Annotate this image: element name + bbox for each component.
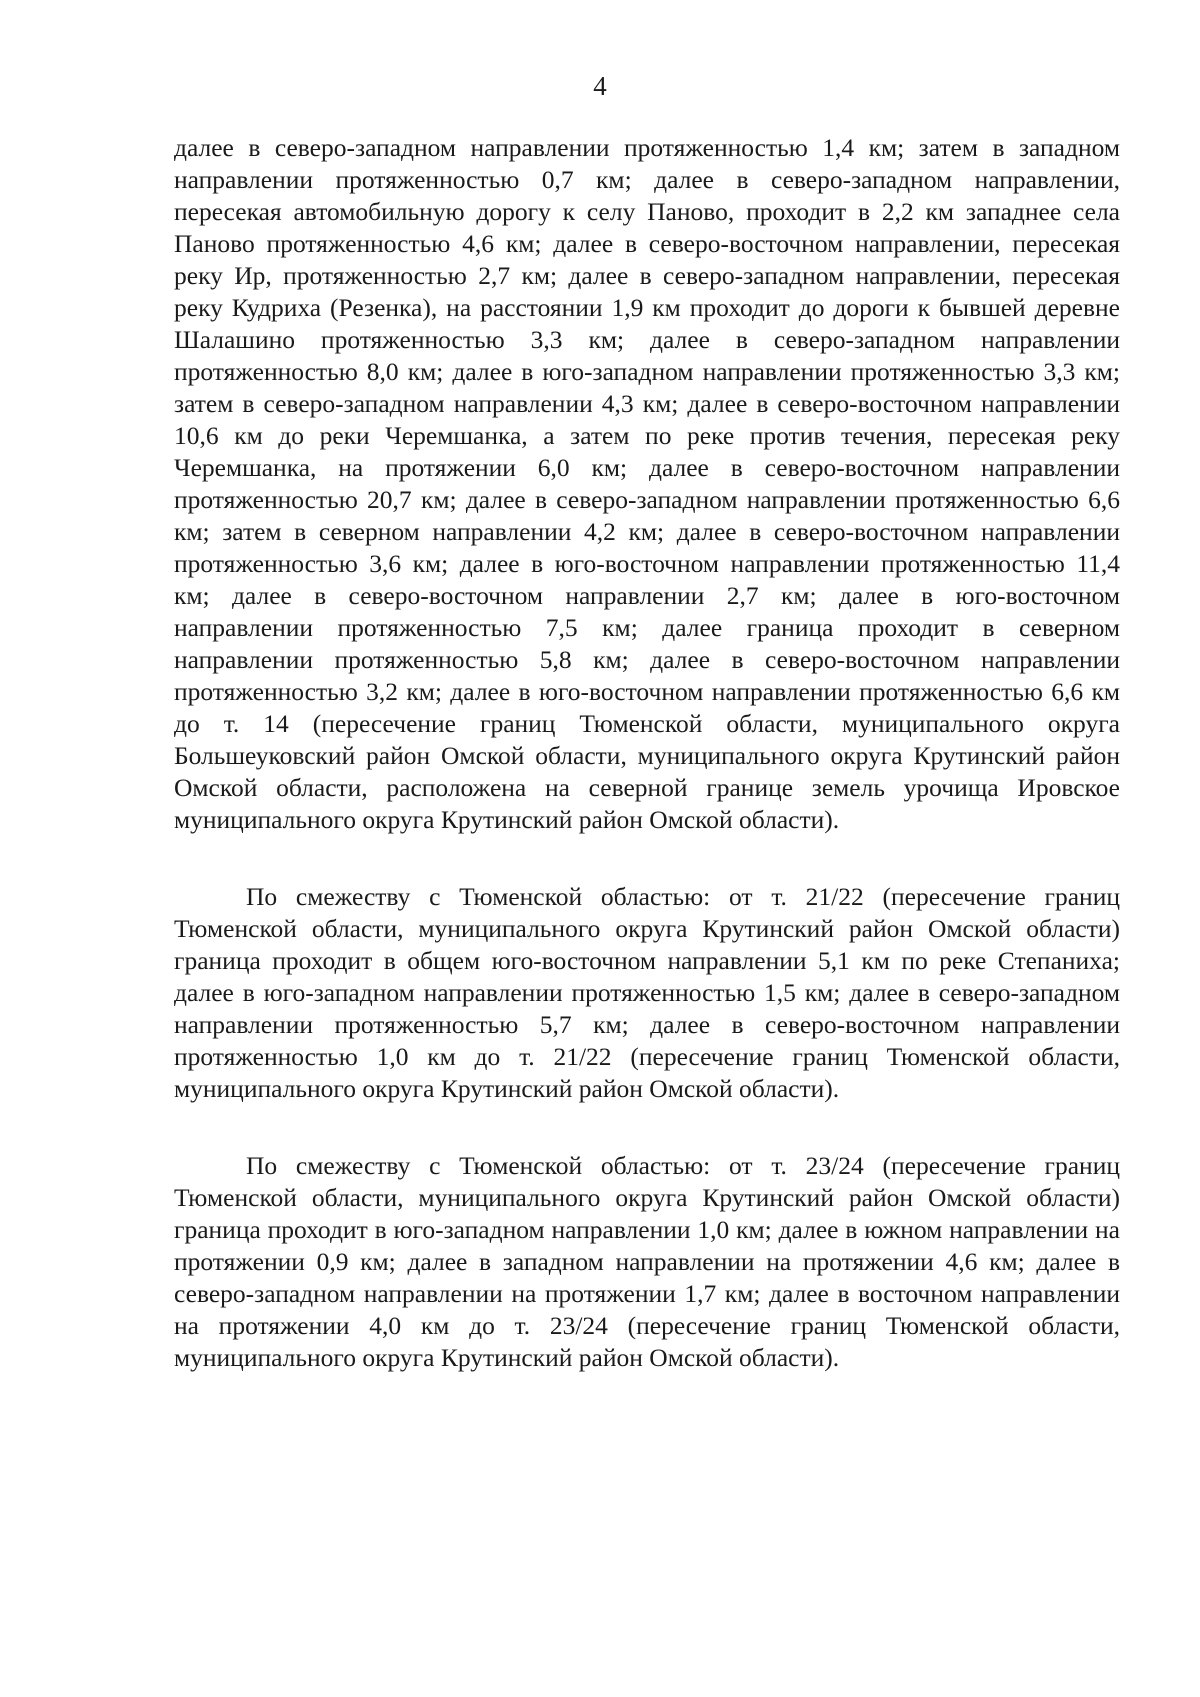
page-number: 4	[593, 71, 607, 101]
paragraph-spacer	[174, 1105, 1120, 1150]
boundary-paragraph-tyumen-21-22: По смежеству с Тюменской областью: от т. 21/22 (пересечение границ Тюменской области, муниципального округа Крутинский район Омской области) граница проходит в общем юго-восточном направлении 5,1 км по реке Степаниха; далее в юго-западном направлении протяженностью 1,5 км; далее в северо-западном направлении протяженностью 5,7 км; далее в северо-восточном направлении протяженностью 1,0 км до т. 21/22 (пересечение границ Тюменской области, муниципального округа Крутинский район Омской области).	[174, 882, 1120, 1103]
boundary-paragraph-tyumen-23-24: По смежеству с Тюменской областью: от т. 23/24 (пересечение границ Тюменской области, муниципального округа Крутинский район Омской области) граница проходит в юго-западном направлении 1,0 км; далее в южном направлении на протяжении 0,9 км; далее в западном направлении на протяжении 4,6 км; далее в северо-западном направлении на протяжении 1,7 км; далее в восточном направлении на протяжении 4,0 км до т. 23/24 (пересечение границ Тюменской области, муниципального округа Крутинский район Омской области).	[174, 1151, 1120, 1372]
document-body	[174, 132, 1120, 1374]
boundary-paragraph-continued: далее в северо-западном направлении протяженностью 1,4 км; затем в западном направлении протяженностью 0,7 км; далее в северо-западном направлении, пересекая автомобильную дорогу к селу Паново, проходит в 2,2 км западнее села Паново протяженностью 4,6 км; далее в северо-восточном направлении, пересекая реку Ир, протяженностью 2,7 км; далее в северо-западном направлении, пересекая реку Кудриха (Резенка), на расстоянии 1,9 км проходит до дороги к бывшей деревне Шалашино протяженностью 3,3 км; далее в северо-западном направлении протяженностью 8,0 км; далее в юго-западном направлении протяженностью 3,3 км; затем в северо-западном направлении 4,3 км; далее в северо-восточном направлении 10,6 км до реки Черемшанка, а затем по реке против течения, пересекая реку Черемшанка, на протяжении 6,0 км; далее в северо-восточном направлении протяженностью 20,7 км; далее в северо-западном направлении протяженностью 6,6 км; затем в северном направлении 4,2 км; далее в северо-восточном направлении протяженностью 3,6 км; далее в юго-восточном направлении протяженностью 11,4 км; далее в северо-восточном направлении 2,7 км; далее в юго-восточном направлении протяженностью 7,5 км; далее граница проходит в северном направлении протяженностью 5,8 км; далее в северо-восточном направлении протяженностью 3,2 км; далее в юго-восточном направлении протяженностью 6,6 км до т. 14 (пересечение границ Тюменской области, муниципального округа Большеуковский район Омской области, муниципального округа Крутинский район Омской области, расположена на северной границе земель урочища Ировское муниципального округа Крутинский район Омской области).	[174, 133, 1120, 834]
paragraph-spacer	[174, 836, 1120, 881]
